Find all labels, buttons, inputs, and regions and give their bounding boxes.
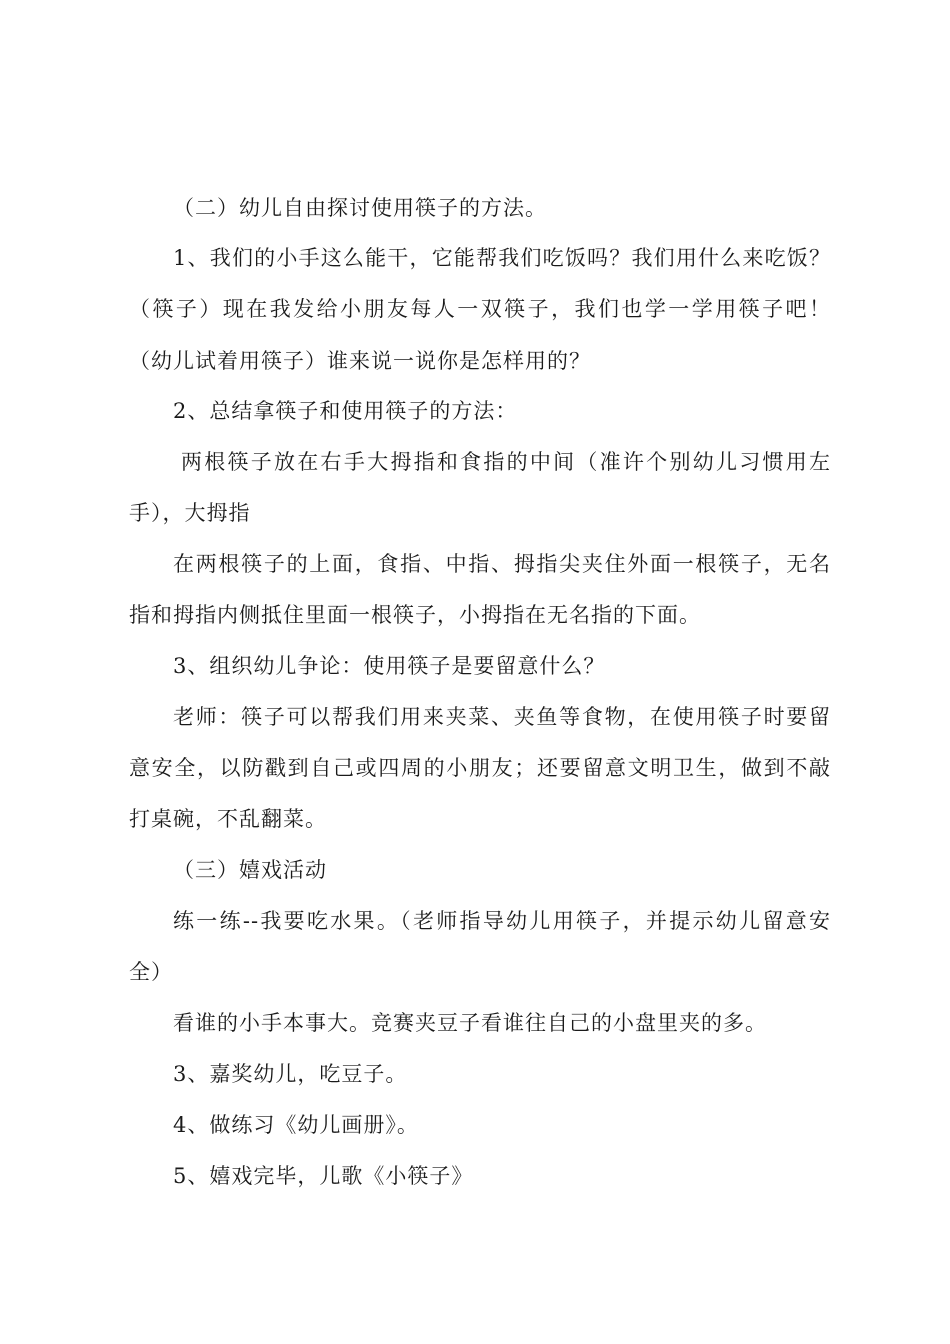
paragraph-line: 全） — [129, 960, 173, 984]
paragraph-line: 练一练--我要吃水果。（老师指导幼儿用筷子，并提示幼儿留意安 — [173, 909, 831, 933]
paragraph-line: 2、总结拿筷子和使用筷子的方法： — [173, 399, 518, 423]
paragraph-line: 老师：筷子可以帮我们用来夹菜、夹鱼等食物，在使用筷子时要留 — [173, 705, 831, 729]
paragraph-line: 1、我们的小手这么能干，它能帮我们吃饭吗？我们用什么来吃饭？ — [173, 246, 831, 270]
section-heading-3: （三）嬉戏活动 — [173, 858, 327, 882]
paragraph-line: 在两根筷子的上面，食指、中指、拇指尖夹住外面一根筷子，无名 — [173, 552, 831, 576]
paragraph-line: （筷子）现在我发给小朋友每人一双筷子，我们也学一学用筷子吧！ — [129, 297, 831, 321]
paragraph-line: 3、嘉奖幼儿，吃豆子。 — [173, 1062, 408, 1086]
paragraph-line: 指和拇指内侧抵住里面一根筷子，小拇指在无名指的下面。 — [129, 603, 701, 627]
paragraph-line: 打桌碗，不乱翻菜。 — [129, 807, 327, 831]
paragraph-line: 4、做练习《幼儿画册》。 — [173, 1113, 419, 1137]
paragraph-line: 5、嬉戏完毕，儿歌《小筷子》 — [173, 1164, 474, 1188]
paragraph-line: 看谁的小手本事大。竞赛夹豆子看谁往自己的小盘里夹的多。 — [173, 1011, 767, 1035]
paragraph-line: 意安全，以防戳到自己或四周的小朋友；还要留意文明卫生，做到不敲 — [129, 756, 831, 780]
section-heading-2: （二）幼儿自由探讨使用筷子的方法。 — [173, 196, 547, 220]
paragraph-line: 3、组织幼儿争论：使用筷子是要留意什么？ — [173, 654, 606, 678]
paragraph-line: 两根筷子放在右手大拇指和食指的中间（准许个别幼儿习惯用左 — [181, 450, 831, 474]
paragraph-line: （幼儿试着用筷子）谁来说一说你是怎样用的？ — [129, 349, 591, 373]
paragraph-line: 手），大拇指 — [129, 501, 251, 525]
